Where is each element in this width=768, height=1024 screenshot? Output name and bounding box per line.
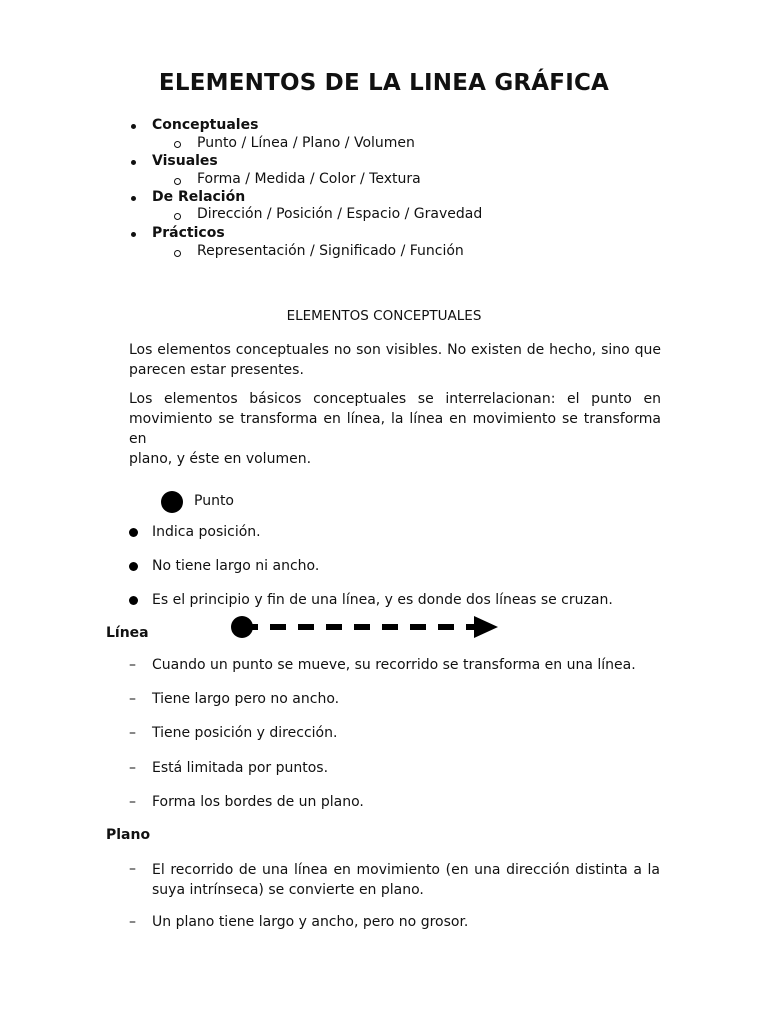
bullet-icon bbox=[131, 232, 136, 237]
outline-subitem: Forma / Medida / Color / Textura bbox=[197, 171, 421, 187]
paragraph-line: movimiento se transforma en línea, la línea en movimiento se transforma en bbox=[129, 411, 661, 447]
dash-icon: – bbox=[129, 657, 136, 673]
page-title: ELEMENTOS DE LA LINEA GRÁFICA bbox=[158, 70, 610, 96]
outline-item-label: Prácticos bbox=[152, 225, 225, 241]
paragraph-line: suya intrínseca) se convierte en plano. bbox=[152, 882, 424, 898]
dashed-line-arrow-icon bbox=[228, 612, 500, 642]
paragraph-line: Los elementos conceptuales no son visibles. No existen de hecho, sino que bbox=[129, 342, 661, 358]
plano-item: Un plano tiene largo y ancho, pero no grosor. bbox=[152, 914, 469, 930]
bullet-icon bbox=[129, 596, 138, 605]
outline-subitem: Representación / Significado / Función bbox=[197, 243, 464, 259]
plano-heading: Plano bbox=[106, 827, 151, 843]
bullet-icon bbox=[131, 160, 136, 165]
sub-bullet-icon bbox=[174, 141, 181, 148]
outline-item-label: Conceptuales bbox=[152, 117, 259, 133]
dash-icon: – bbox=[129, 914, 136, 930]
bullet-icon bbox=[129, 562, 138, 571]
linea-item: Forma los bordes de un plano. bbox=[152, 794, 364, 810]
linea-item: Está limitada por puntos. bbox=[152, 760, 329, 776]
bullet-icon bbox=[129, 528, 138, 537]
linea-item: Cuando un punto se mueve, su recorrido se transforma en una línea. bbox=[152, 657, 636, 673]
outline-item-label: De Relación bbox=[152, 189, 246, 205]
linea-item: Tiene posición y dirección. bbox=[152, 725, 338, 741]
linea-item: Tiene largo pero no ancho. bbox=[152, 691, 340, 707]
dash-icon: – bbox=[129, 794, 136, 810]
outline-item-label: Visuales bbox=[152, 153, 218, 169]
punto-item: Es el principio y fin de una línea, y es donde dos líneas se cruzan. bbox=[152, 592, 613, 608]
paragraph-intro bbox=[129, 340, 661, 380]
sub-bullet-icon bbox=[174, 250, 181, 257]
sub-bullet-icon bbox=[174, 213, 181, 220]
paragraph-line: plano, y éste en volumen. bbox=[129, 451, 312, 467]
dash-icon: – bbox=[129, 760, 136, 776]
punto-item: No tiene largo ni ancho. bbox=[152, 558, 320, 574]
section-heading: ELEMENTOS CONCEPTUALES bbox=[286, 308, 482, 324]
point-icon bbox=[161, 491, 183, 513]
paragraph-relations bbox=[129, 389, 661, 469]
dash-icon: – bbox=[129, 691, 136, 707]
bullet-icon bbox=[131, 196, 136, 201]
outline-subitem: Dirección / Posición / Espacio / Gravedad bbox=[197, 206, 483, 222]
paragraph-line: parecen estar presentes. bbox=[129, 362, 304, 378]
plano-item bbox=[152, 860, 660, 900]
punto-item: Indica posición. bbox=[152, 524, 261, 540]
paragraph-line: El recorrido de una línea en movimiento (en una dirección distinta a la bbox=[152, 862, 660, 878]
punto-heading: Punto bbox=[194, 493, 234, 509]
dash-icon: – bbox=[129, 725, 136, 741]
sub-bullet-icon bbox=[174, 178, 181, 185]
linea-heading: Línea bbox=[106, 625, 149, 641]
bullet-icon bbox=[131, 124, 136, 129]
dash-icon: – bbox=[129, 861, 136, 877]
outline-subitem: Punto / Línea / Plano / Volumen bbox=[197, 135, 415, 151]
paragraph-line: Los elementos básicos conceptuales se interrelacionan: el punto en bbox=[129, 391, 661, 407]
